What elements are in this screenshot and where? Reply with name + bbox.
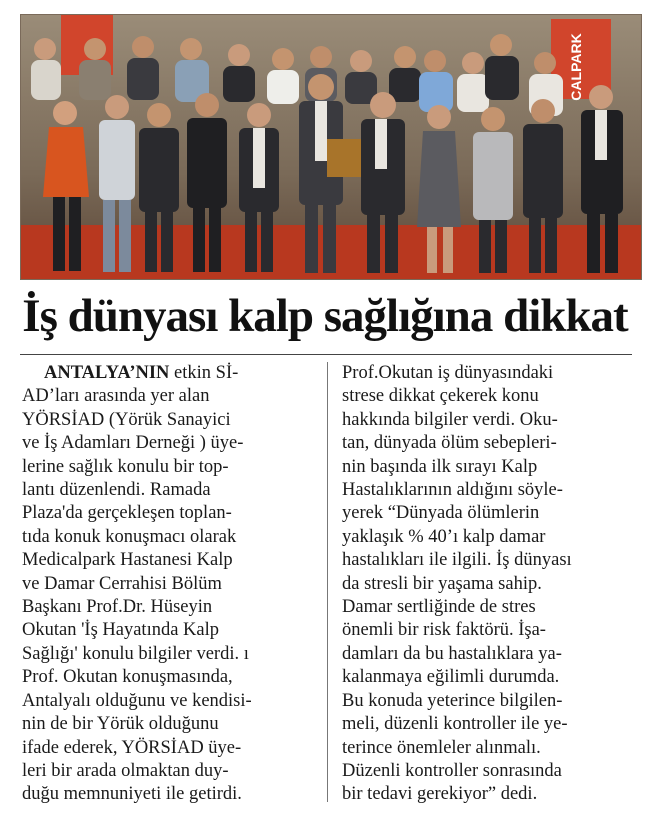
article-line: duğu memnuniyeti ile getirdi. <box>22 784 242 805</box>
article-line: Plaza'da gerçekleşen toplan- <box>22 503 232 524</box>
article-line-text: etkin Sİ- <box>169 363 239 383</box>
banner-text: CALPARK <box>568 33 584 101</box>
award-plaque <box>327 139 361 177</box>
column-divider <box>327 362 328 802</box>
article-line: YÖRSİAD (Yörük Sanayici <box>22 409 231 430</box>
article-line: lantı düzenlendi. Ramada <box>22 480 211 501</box>
article-line: Başkanı Prof.Dr. Hüseyin <box>22 597 213 618</box>
article-column-2 <box>342 362 624 807</box>
article-line: kalanmaya eğilimli durumda. <box>342 667 560 688</box>
article-line: meli, düzenli kontroller ile ye- <box>342 714 568 735</box>
article-line: leri bir arada olmaktan duy- <box>22 760 229 781</box>
article-line: strese dikkat çekerek konu <box>342 386 539 407</box>
news-photo <box>20 14 642 280</box>
group-photo-illustration <box>21 15 641 279</box>
article-line: lerine sağlık konulu bir top- <box>22 456 229 477</box>
article-line: Damar sertliğinde de stres <box>342 597 536 618</box>
article-line: yaklaşık % 40’ı kalp damar <box>342 526 546 547</box>
article-line <box>22 362 304 385</box>
article-line: ve Damar Cerrahisi Bölüm <box>22 573 222 594</box>
article-headline: İş dünyası kalp sağlığına dikkat <box>22 290 628 342</box>
article-line: Prof.Okutan iş dünyasındaki <box>342 363 554 383</box>
article-line: hastalıkları ile ilgili. İş dünyası <box>342 550 572 571</box>
article-line: Antalyalı olduğunu ve kendisi- <box>22 690 252 711</box>
article-lead: ANTALYA’NIN <box>44 363 170 383</box>
article-line: bir tedavi gerekiyor” dedi. <box>342 784 538 805</box>
article-line: hakkında bilgiler verdi. Oku- <box>342 409 558 430</box>
article-line: nin başında ilk sırayı Kalp <box>342 456 538 477</box>
article-line: da stresli bir yaşama sahip. <box>342 573 542 594</box>
article-line: tıda konuk konuşmacı olarak <box>22 526 237 547</box>
article-line: AD’ları arasında yer alan <box>22 386 210 407</box>
headline-rule <box>20 354 632 355</box>
article-line: Sağlığı' konulu bilgiler verdi. ı <box>22 643 249 664</box>
article-line: terince önemleler alınmalı. <box>342 737 541 758</box>
article-line: nin de bir Yörük olduğunu <box>22 714 219 735</box>
article-line: Düzenli kontroller sonrasında <box>342 760 562 781</box>
article-line: Hastalıklarının aldığını söyle- <box>342 480 563 501</box>
article-line: damları da bu hastalıklara ya- <box>342 643 562 664</box>
article-line: Bu konuda yeterince bilgilen- <box>342 690 563 711</box>
article-line: önemli bir risk faktörü. İşa- <box>342 620 546 641</box>
article-line: ifade ederek, YÖRSİAD üye- <box>22 737 242 758</box>
article-line: Okutan 'İş Hayatında Kalp <box>22 620 220 641</box>
article-line: Medicalpark Hastanesi Kalp <box>22 550 233 571</box>
article-column-1 <box>22 362 304 807</box>
article-line: yerek “Dünyada ölümlerin <box>342 503 540 524</box>
article-line: ve İş Adamları Derneği ) üye- <box>22 433 244 454</box>
article-line: tan, dünyada ölüm sebepleri- <box>342 433 557 454</box>
article-line: Prof. Okutan konuşmasında, <box>22 667 233 688</box>
